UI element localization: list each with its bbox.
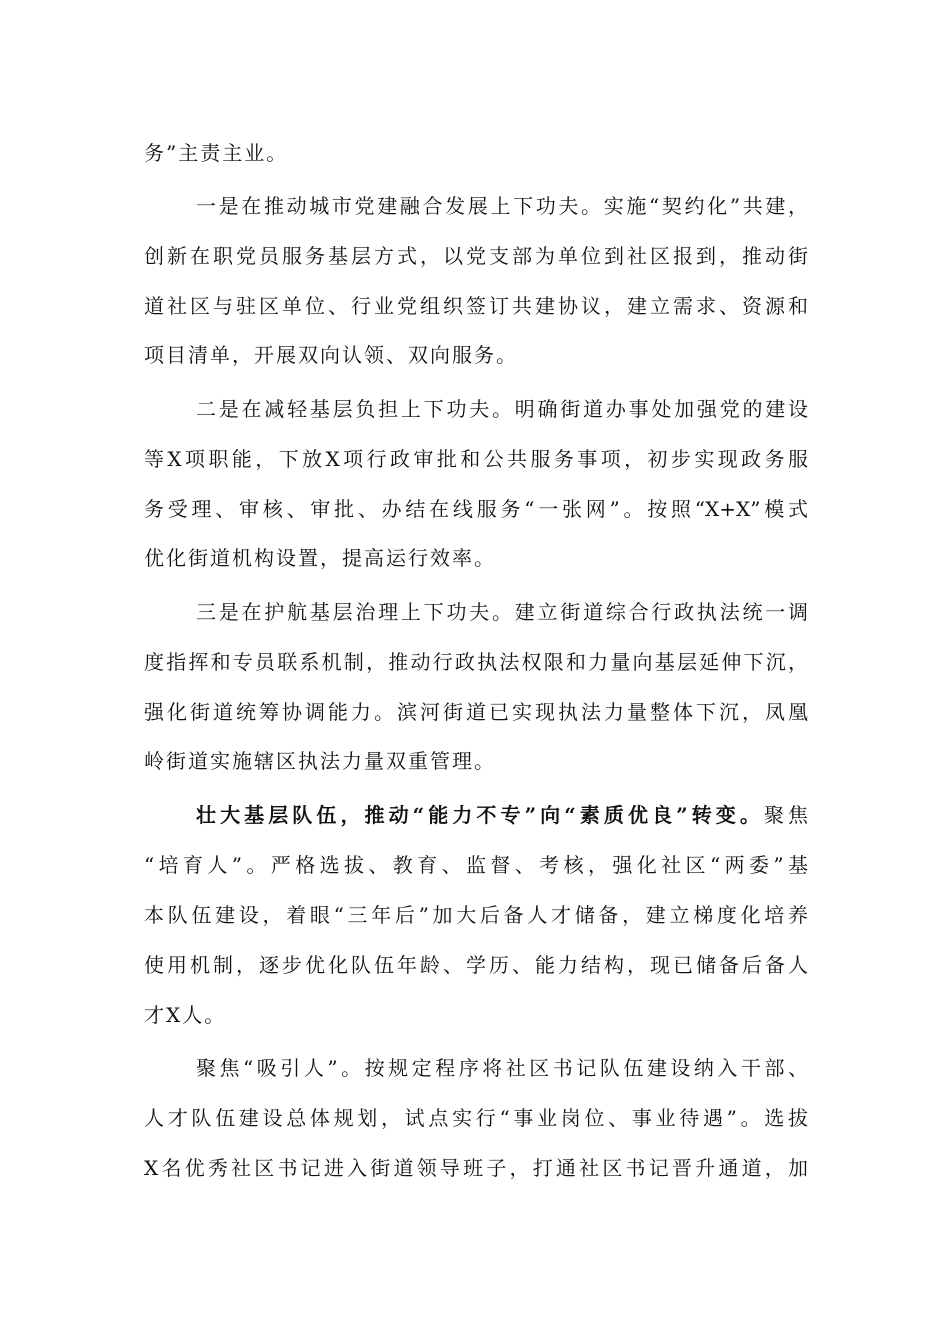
paragraph-line: 三是在护航基层治理上下功夫。建立街道综合行政执法统一调 [196,600,808,624]
paragraph-line: 使用机制，逐步优化队伍年龄、学历、能力结构，现已储备后备人 [144,953,808,977]
paragraph-line: 优化街道机构设置，提高运行效率。 [144,546,496,570]
paragraph-line: 人才队伍建设总体规划，试点实行“事业岗位、事业待遇”。选拔 [144,1106,808,1130]
paragraph-line: 务受理、审核、审批、办结在线服务“一张网”。按照“X+X”模式 [144,497,808,521]
paragraph-line: 务”主责主业。 [144,141,289,165]
paragraph-line: 聚焦“吸引人”。按规定程序将社区书记队伍建设纳入干部、 [196,1056,808,1080]
paragraph-line: 项目清单，开展双向认领、双向服务。 [144,343,518,367]
section-heading-line [196,795,808,835]
section-heading: 壮大基层队伍，推动“能力不专”向“素质优良”转变。 [196,803,764,827]
paragraph-line: 度指挥和专员联系机制，推动行政执法权限和力量向基层延伸下沉， [144,650,808,674]
paragraph-line: 才X人。 [144,1003,227,1027]
paragraph-line: 道社区与驻区单位、行业党组织签订共建协议，建立需求、资源和 [144,294,808,318]
paragraph-line: 本队伍建设，着眼“三年后”加大后备人才储备，建立梯度化培养 [144,903,808,927]
paragraph-line: 一是在推动城市党建融合发展上下功夫。实施“契约化”共建， [196,194,808,218]
paragraph-line: “培育人”。严格选拔、教育、监督、考核，强化社区“两委”基 [144,853,808,877]
paragraph-line: 二是在减轻基层负担上下功夫。明确街道办事处加强党的建设 [196,397,808,421]
paragraph-line: X名优秀社区书记进入街道领导班子，打通社区书记晋升通道，加 [144,1156,808,1180]
paragraph-line: 创新在职党员服务基层方式，以党支部为单位到社区报到，推动街 [144,244,808,268]
paragraph-line: 岭街道实施辖区执法力量双重管理。 [144,749,496,773]
paragraph-line: 等X项职能，下放X项行政审批和公共服务事项，初步实现政务服 [144,447,808,471]
paragraph-line: 强化街道统筹协调能力。滨河街道已实现执法力量整体下沉，凤凰 [144,700,808,724]
heading-tail-text: 聚焦 [763,803,809,827]
